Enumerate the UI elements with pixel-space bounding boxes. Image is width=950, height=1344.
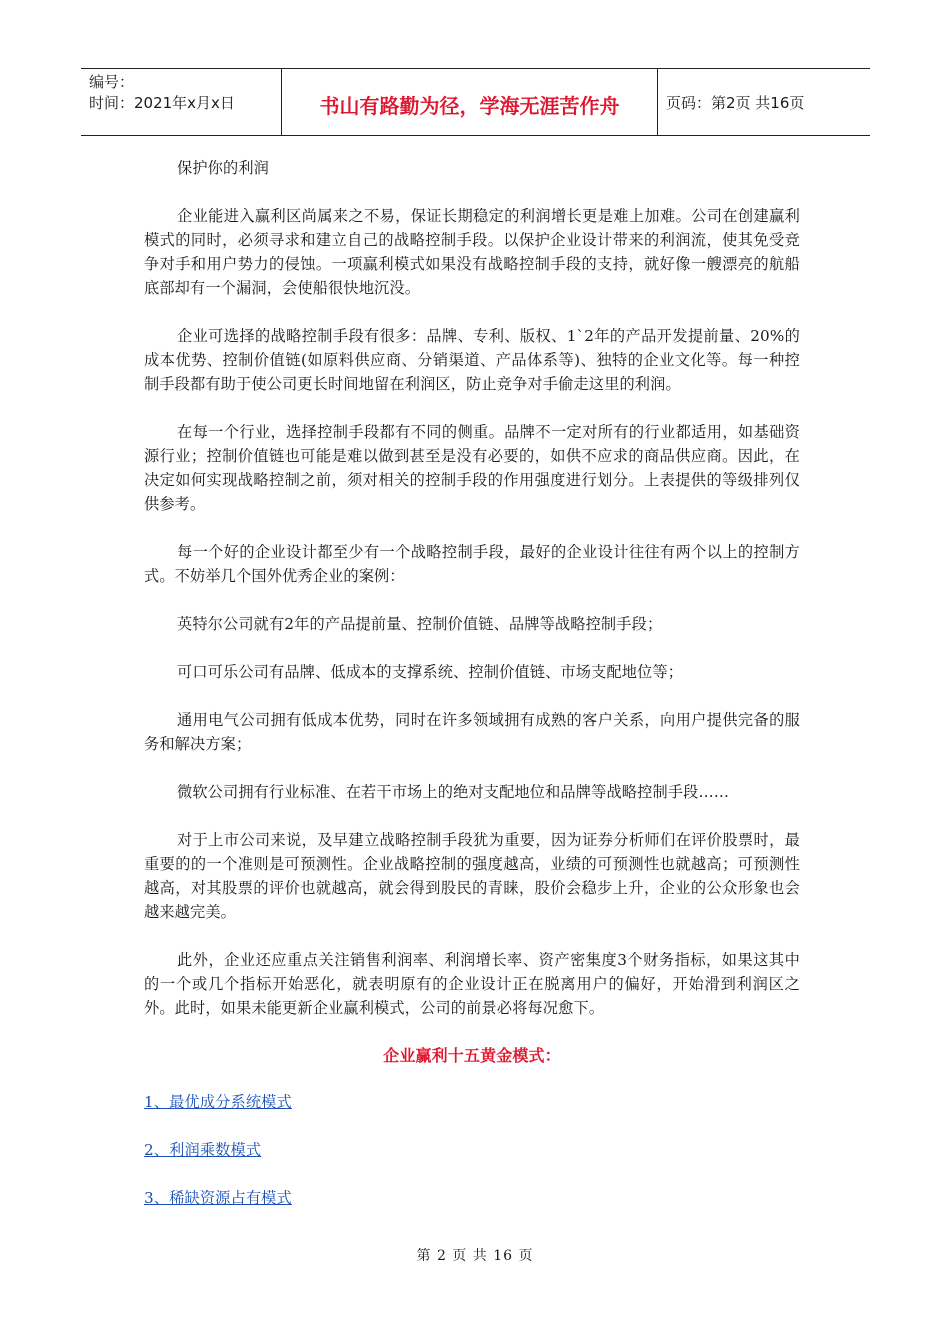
header-page-info: 页码：第2页 共16页 (666, 93, 805, 112)
models-section-title: 企业赢利十五黄金模式： (383, 1046, 561, 1065)
model-link-2[interactable]: 2、利润乘数模式 (144, 1141, 262, 1159)
paragraph: 企业能进入赢利区尚属来之不易，保证长期稳定的利润增长更是难上加难。公司在创建赢利模式的同时，必须寻求和建立自己的战略控制手段。以保护企业设计带来的利润流，使其免受竞争对手和用户势力的侵蚀。一项赢利模式如果没有战略控制手段的支持，就好像一艘漂亮的航船底部却有一个漏洞，会使船很快地沉没。 (144, 207, 800, 297)
document-date: 时间：2021年x月x日 (89, 94, 235, 112)
list-item (144, 1186, 800, 1210)
paragraph: 企业可选择的战略控制手段有很多：品牌、专利、版权、1`2年的产品开发提前量、20%的成本优势、控制价值链(如原料供应商、分销渠道、产品体系等)、独特的企业文化等。每一种控制手段都有助于使公司更长时间地留在利润区，防止竞争对手偷走这里的利润。 (144, 327, 800, 393)
header-motto: 书山有路勤为径，学海无涯苦作舟 (282, 69, 658, 135)
paragraph: 每一个好的企业设计都至少有一个战略控制手段，最好的企业设计往往有两个以上的控制方式。不妨举几个国外优秀企业的案例： (144, 543, 800, 585)
list-item (144, 1138, 800, 1162)
paragraph: 微软公司拥有行业标准、在若干市场上的绝对支配地位和品牌等战略控制手段…… (177, 783, 730, 801)
page-header (81, 68, 870, 136)
document-number-label: 编号： (89, 73, 135, 91)
model-link-1[interactable]: 1、最优成分系统模式 (144, 1093, 292, 1111)
paragraph: 英特尔公司就有2年的产品提前量、控制价值链、品牌等战略控制手段； (177, 615, 663, 633)
list-item (144, 1090, 800, 1114)
paragraph: 通用电气公司拥有低成本优势，同时在许多领域拥有成熟的客户关系，向用户提供完备的服务和解决方案； (144, 711, 800, 753)
page-footer: 第 2 页 共 16 页 (416, 1248, 534, 1264)
paragraph: 对于上市公司来说，及早建立战略控制手段犹为重要，因为证券分析师们在评价股票时，最重要的的一个准则是可预测性。企业战略控制的强度越高，业绩的可预测性也就越高；可预测性越高，对其股票的评价也就越高，就会得到股民的青睐，股价会稳步上升，企业的公众形象也会越来越完美。 (144, 831, 800, 921)
document-body (144, 156, 800, 1234)
section-heading: 保护你的利润 (177, 159, 270, 177)
paragraph: 可口可乐公司有品牌、低成本的支撑系统、控制价值链、市场支配地位等； (177, 663, 684, 681)
paragraph: 此外，企业还应重点关注销售利润率、利润增长率、资产密集度3个财务指标，如果这其中的一个或几个指标开始恶化，就表明原有的企业设计正在脱离用户的偏好，开始滑到利润区之外。此时，如果未能更新企业赢利模式，公司的前景必将每况愈下。 (144, 951, 800, 1017)
paragraph: 在每一个行业，选择控制手段都有不同的侧重。品牌不一定对所有的行业都适用，如基础资源行业；控制价值链也可能是难以做到甚至是没有必要的，如供不应求的商品供应商。因此，在决定如何实现战略控制之前，须对相关的控制手段的作用强度进行划分。上表提供的等级排列仅供参考。 (144, 423, 800, 513)
header-meta (81, 69, 282, 135)
model-link-3[interactable]: 3、稀缺资源占有模式 (144, 1189, 292, 1207)
